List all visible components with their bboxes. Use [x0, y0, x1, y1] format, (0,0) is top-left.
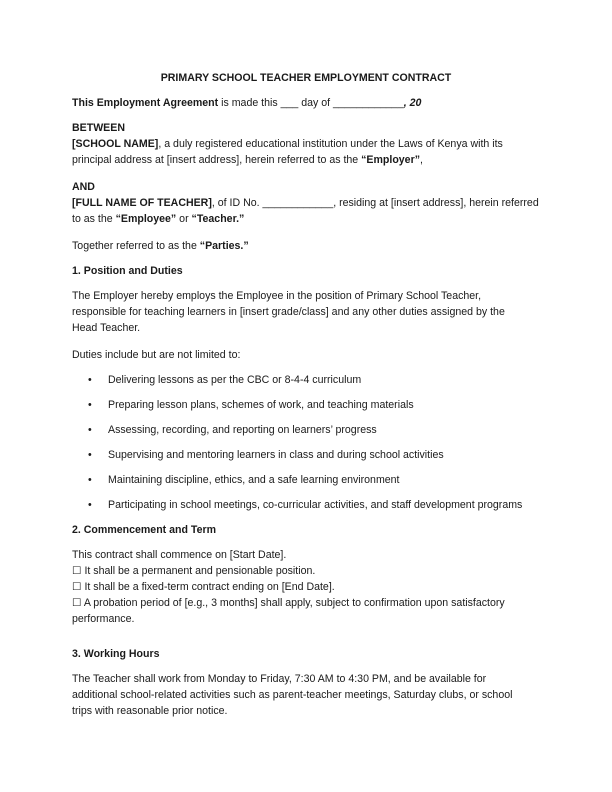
and-label: AND	[72, 181, 95, 193]
probation-checkbox[interactable]: ☐ A probation period of [e.g., 3 months] shall apply, subject to confirmation upon satisfactory	[72, 596, 505, 609]
duty-text: Maintaining discipline, ethics, and a safe learning environment	[108, 474, 400, 486]
teacher-line-2-lead: to as the	[72, 212, 116, 225]
and-block	[72, 180, 544, 228]
teacher-term: “Teacher.”	[191, 212, 245, 225]
document-title: PRIMARY SCHOOL TEACHER EMPLOYMENT CONTRACT	[160, 72, 452, 84]
employer-term: “Employer”	[361, 153, 420, 166]
school-name: [SCHOOL NAME]	[72, 137, 159, 150]
bullet-icon: •	[88, 424, 92, 436]
section-3-line: The Teacher shall work from Monday to Friday, 7:30 AM to 4:30 PM, and be available for	[72, 673, 487, 685]
section-3-line: trips with reasonable prior notice.	[72, 704, 228, 717]
section-3-heading: 3. Working Hours	[72, 648, 160, 660]
teacher-line-2	[72, 212, 544, 228]
employee-term: “Employee”	[115, 212, 177, 225]
probation-continued: performance.	[72, 612, 135, 625]
duty-text: Supervising and mentoring learners in class and during school activities	[108, 449, 444, 461]
intro-year: , 20	[403, 97, 422, 109]
commencement-text: This contract shall commence on [Start Date].	[72, 549, 287, 561]
school-address: principal address at [insert address], herein referred to as the	[72, 153, 362, 166]
duty-text: Assessing, recording, and reporting on learners’ progress	[108, 424, 377, 436]
school-line-2	[72, 153, 544, 169]
fixed-term-checkbox[interactable]: ☐ It shall be a fixed-term contract ending on [End Date].	[72, 580, 335, 593]
intro-rest: is made this ___ day of ____________	[218, 97, 404, 109]
bullet-icon: •	[88, 449, 92, 461]
school-line-1	[72, 137, 544, 153]
together-paragraph	[72, 239, 544, 255]
section-1-line: The Employer hereby employs the Employee in the position of Primary School Teacher,	[72, 290, 482, 302]
section-1-heading: 1. Position and Duties	[72, 265, 183, 277]
section-1-line: Head Teacher.	[72, 321, 141, 334]
permanent-checkbox[interactable]: ☐ It shall be a permanent and pensionable position.	[72, 564, 316, 577]
teacher-rest: , of ID No. ____________, residing at [insert address], herein referred	[211, 196, 539, 209]
school-comma: ,	[420, 153, 423, 166]
intro-paragraph	[72, 96, 544, 112]
intro-lead: This Employment Agreement	[72, 97, 219, 109]
or-text: or	[176, 212, 192, 225]
bullet-icon: •	[88, 399, 92, 411]
section-2-body	[72, 548, 544, 627]
bullet-icon: •	[88, 499, 92, 511]
duty-text: Preparing lesson plans, schemes of work, and teaching materials	[108, 399, 414, 411]
duty-text: Delivering lessons as per the CBC or 8-4-4 curriculum	[108, 374, 362, 386]
section-1-paragraph	[72, 289, 544, 337]
bullet-icon: •	[88, 374, 92, 386]
school-rest: , a duly registered educational institution under the Laws of Kenya with its	[158, 137, 503, 150]
teacher-name: [FULL NAME OF TEACHER]	[72, 196, 212, 209]
together-text: Together referred to as the	[72, 240, 200, 252]
between-label: BETWEEN	[72, 122, 125, 134]
section-2-heading: 2. Commencement and Term	[72, 524, 217, 536]
teacher-line-1	[72, 196, 544, 212]
duty-text: Participating in school meetings, co-curricular activities, and staff development programs	[108, 499, 523, 511]
duties-intro: Duties include but are not limited to:	[72, 349, 241, 361]
parties-term: “Parties.”	[199, 240, 249, 252]
between-block	[72, 121, 544, 169]
section-3-paragraph	[72, 672, 544, 720]
section-3-line: additional school-related activities such as parent-teacher meetings, Saturday clubs, or school	[72, 688, 513, 701]
bullet-icon: •	[88, 474, 92, 486]
section-1-line: responsible for teaching learners in [insert grade/class] and any other duties assigned by the	[72, 305, 505, 318]
